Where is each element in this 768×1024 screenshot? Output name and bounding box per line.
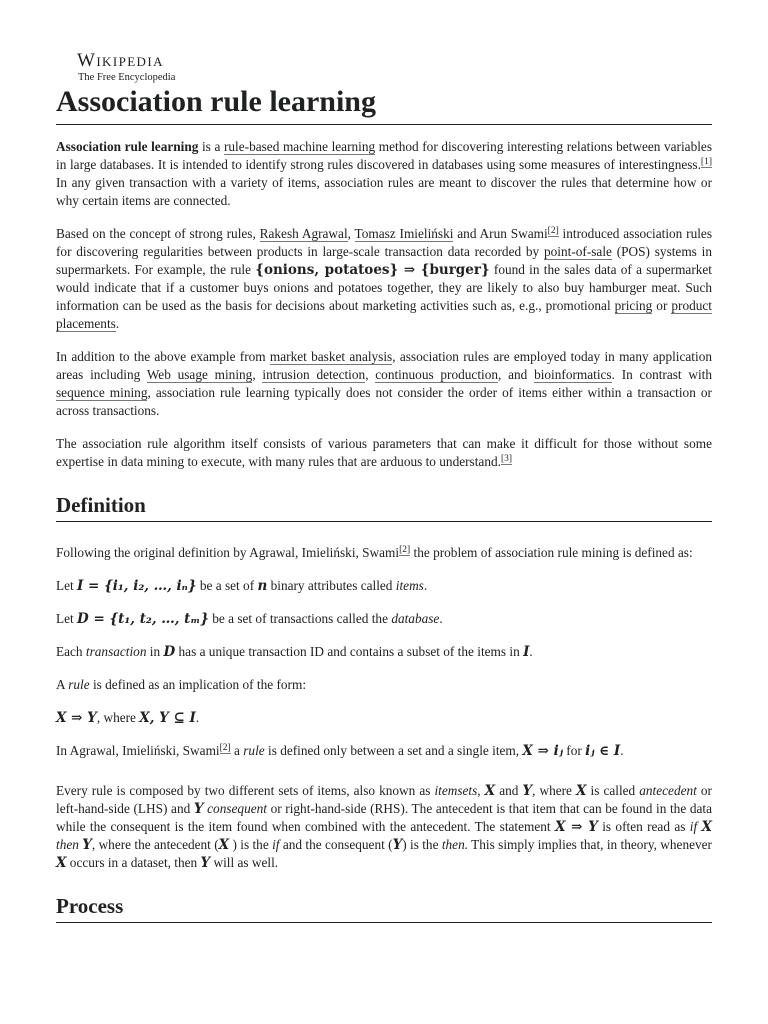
link-pricing[interactable]: pricing [614, 298, 653, 313]
math-item-membership: iⱼ ∈ I [585, 743, 621, 759]
citation-2[interactable]: [2] [399, 544, 411, 555]
definition-paragraph-5: A rule is defined as an implication of the form: [56, 677, 307, 692]
definition-paragraph-6: X ⇒ Y, where X, Y ⊆ I. [56, 710, 200, 726]
math-d: D [163, 644, 176, 660]
link-market-basket-analysis[interactable]: market basket analysis [269, 349, 393, 364]
math-transaction-set: D = {t₁, t₂, …, tₘ} [77, 611, 209, 627]
link-point-of-sale[interactable]: point-of-sale [543, 244, 612, 259]
citation-1[interactable]: [1] [700, 156, 712, 167]
citation-2[interactable]: [2] [547, 225, 559, 236]
page-title: Association rule learning [56, 82, 712, 125]
link-rakesh-agrawal[interactable]: Rakesh Agrawal [259, 226, 348, 241]
definition-paragraph-1: Following the original definition by Agrawal, Imieliński, Swami[2] the problem of association rule mining is defined as: [56, 544, 693, 560]
link-intrusion-detection[interactable]: intrusion detection [262, 367, 366, 382]
math-item-set: I = {i₁, i₂, …, iₙ} [77, 578, 197, 594]
definition-paragraph-2: Let I = {i₁, i₂, …, iₙ} be a set of n binary attributes called items. [56, 578, 428, 594]
math-n: n [257, 578, 268, 594]
math-rule-example: {onions, potatoes} ⇒ {burger} [255, 262, 490, 278]
intro-paragraph-2: Based on the concept of strong rules, Rakesh Agrawal, Tomasz Imieliński and Arun Swami[2] introduced association rules for discovering regularities between products in large-scale transaction data recorded by point-of-sale (POS) systems in supermarkets. For example, the rule {onions, potatoes} ⇒ {burger} found in the sales data of a supermarket would indicate that if a customer buys onions and potatoes together, they are likely to also buy hamburger meat. Such information can be used as the basis for decisions about marketing activities such as, e.g., promotional pricing or product placements. [56, 225, 712, 331]
wikipedia-wordmark: Wikipedia [77, 50, 164, 71]
intro-paragraph-4: The association rule algorithm itself consists of various parameters that can make it difficult for those without some expertise in data mining to execute, with many rules that are arduous to understand.[3] [56, 436, 712, 469]
link-bioinformatics[interactable]: bioinformatics [534, 367, 612, 382]
link-rule-based-machine-learning[interactable]: rule-based machine learning [223, 139, 376, 154]
section-heading-definition: Definition [56, 491, 712, 522]
definition-paragraph-4: Each transaction in D has a unique transaction ID and contains a subset of the items in I. [56, 644, 533, 660]
citation-3[interactable]: [3] [500, 453, 513, 464]
math-implication: X ⇒ Y [56, 710, 97, 726]
math-rule-single-item: X ⇒ iⱼ [522, 743, 563, 759]
wikipedia-logo[interactable] [77, 50, 175, 84]
citation-2[interactable]: [2] [219, 742, 231, 753]
link-continuous-production[interactable]: continuous production [375, 367, 499, 382]
link-sequence-mining[interactable]: sequence mining [56, 385, 148, 400]
math-subset: X, Y ⊆ I [139, 710, 196, 726]
definition-paragraph-3: Let D = {t₁, t₂, …, tₘ} be a set of transactions called the database. [56, 611, 443, 627]
link-product-placements[interactable]: product placements [56, 298, 712, 331]
link-tomasz-imielinski[interactable]: Tomasz Imieliński [354, 226, 454, 241]
link-web-usage-mining[interactable]: Web usage mining [146, 367, 253, 382]
article-subject: Association rule learning [56, 139, 199, 154]
article-body [56, 138, 712, 945]
definition-paragraph-8: Every rule is composed by two different sets of items, also known as itemsets, X and Y, where X is called antecedent or left-hand-side (LHS) and Y consequent or right-hand-side (RHS). The antecedent is that item that can be found in the data while the consequent is the item found when combined with the antecedent. The statement X ⇒ Y is often read as if X then Y, where the antecedent (X ) is the if and the consequent (Y) is the then. This simply implies that, in theory, whenever X occurs in a dataset, then Y will as well. [56, 783, 712, 871]
definition-paragraph-7: In Agrawal, Imieliński, Swami[2] a rule is defined only between a set and a single item, X ⇒ iⱼ for iⱼ ∈ I. [56, 742, 624, 759]
intro-paragraph-3: In addition to the above example from market basket analysis, association rules are employed today in many application areas including Web usage mining, intrusion detection, continuous production, and bioinformatics. In contrast with sequence mining, association rule learning typically does not consider the order of items either within a transaction or across transactions. [56, 349, 713, 418]
section-heading-process: Process [56, 892, 712, 923]
math-i: I [523, 644, 530, 660]
intro-paragraph-1: Association rule learning is a rule-based machine learning method for discovering interesting relations between variables in large databases. It is intended to identify strong rules discovered in databases using some measures of interestingness.[1] In any given transaction with a variety of items, association rules are meant to discover the rules that determine how or why certain items are connected. [56, 139, 712, 208]
wikipedia-tagline: The Free Encyclopedia [78, 72, 176, 83]
